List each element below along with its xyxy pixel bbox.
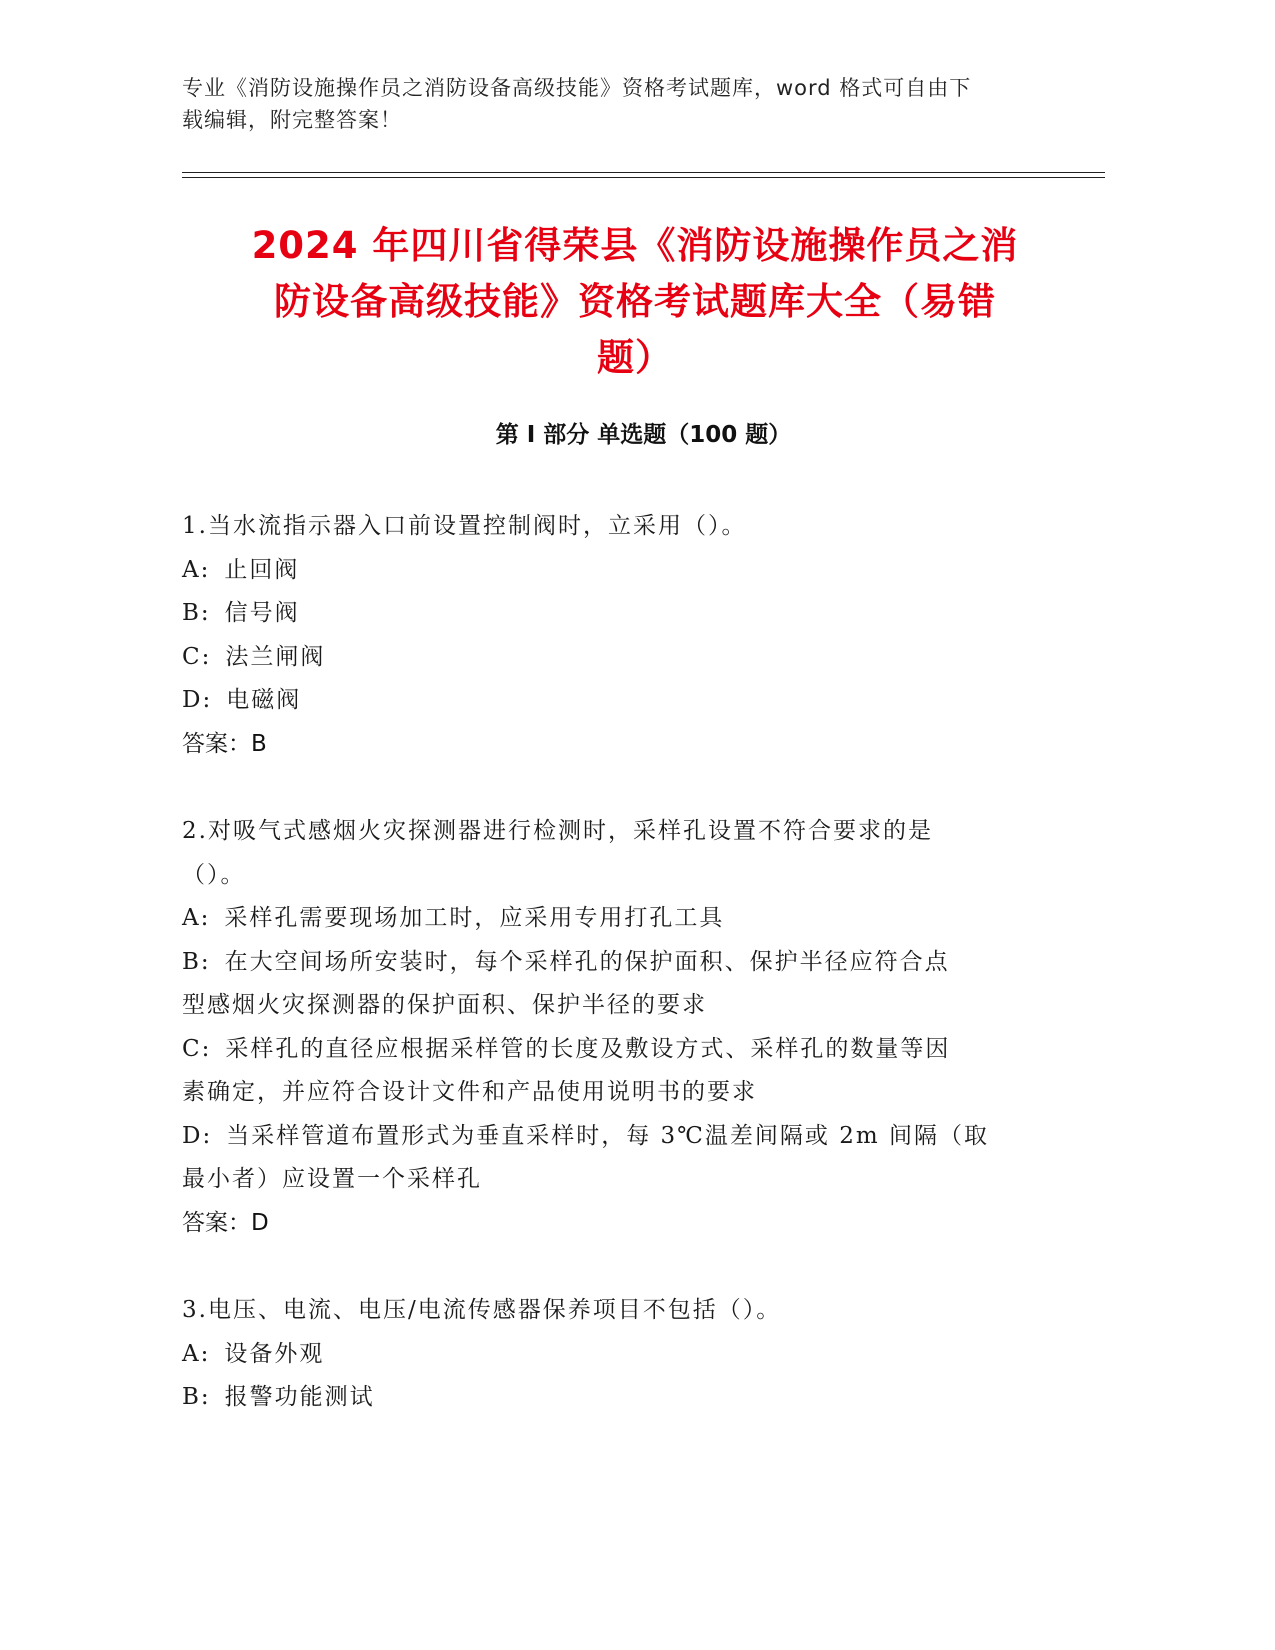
option-text: 最小者）应设置一个采样孔 [182,1166,482,1192]
option-text: 当采样管道布置形式为垂直采样时，每 3℃温差间隔或 2m 间隔（取 [226,1122,989,1149]
header-note-line-2: 载编辑，附完整答案！ [182,108,402,132]
answer-label: 答案：D [182,1209,269,1236]
option-line [182,984,1042,1028]
option-key: B: [182,600,211,626]
option-text: 采样孔需要现场加工时，应采用专用打孔工具 [224,905,725,931]
option-key: C: [182,1035,212,1062]
option-text: 止回阀 [224,556,300,583]
option-line [182,941,1042,985]
header-note-line-1: 专业《消防设施操作员之消防设备高级技能》资格考试题库，word 格式可自由下 [182,76,972,100]
option-line [182,897,1042,941]
question-stem: （）。 [182,861,246,888]
question-stem: 2.对吸气式感烟火灾探测器进行检测时，采样孔设置不符合要求的是 [182,818,933,844]
section-heading: 第 I 部分 单选题（100 题） [495,422,792,448]
header-divider-bottom [182,177,1105,178]
option-text: 报警功能测试 [224,1384,375,1410]
option-key: C: [182,643,212,670]
option-line [182,679,1042,723]
option-line [182,549,1042,593]
question-stem: 1.当水流指示器入口前设置控制阀时，立采用（）。 [182,513,747,539]
option-line [182,1333,1042,1377]
document-title-line-1: 2024 年四川省得荣县《消防设施操作员之消 [251,224,1019,267]
option-text: 电磁阀 [226,687,302,713]
option-line [182,1158,1042,1202]
option-key: D: [182,1122,213,1149]
option-line [182,636,1042,680]
question-item [182,810,1042,1245]
option-text: 素确定，并应符合设计文件和产品使用说明书的要求 [182,1079,757,1105]
document-title-line-3: 题） [597,336,673,379]
option-key: B: [182,948,211,975]
option-text: 在大空间场所安装时，每个采样孔的保护面积、保护半径应符合点 [224,948,950,975]
option-line [182,1028,1042,1072]
option-line [182,1376,1042,1420]
option-key: A: [182,556,211,583]
document-title-line-2: 防设备高级技能》资格考试题库大全（易错 [274,280,996,323]
option-key: D: [182,687,213,713]
option-text: 型感烟火灾探测器的保护面积、保护半径的要求 [182,992,707,1018]
option-key: B: [182,1384,211,1410]
option-text: 采样孔的直径应根据采样管的长度及敷设方式、采样孔的数量等因 [225,1035,951,1062]
option-key: A: [182,1340,211,1367]
question-item [182,505,1042,766]
option-text: 法兰闸阀 [225,643,326,670]
option-line [182,1115,1042,1159]
answer-label: 答案：B [182,730,267,757]
question-stem: 3.电压、电流、电压/电流传感器保养项目不包括（）。 [182,1297,782,1323]
option-text: 设备外观 [224,1340,325,1367]
header-divider-top [182,172,1105,173]
option-line [182,1071,1042,1115]
option-text: 信号阀 [224,600,300,626]
option-line [182,592,1042,636]
question-list [182,505,1042,1464]
option-key: A: [182,905,211,931]
header-note [182,72,1042,136]
document-title [175,218,1095,386]
question-item [182,1289,1042,1420]
